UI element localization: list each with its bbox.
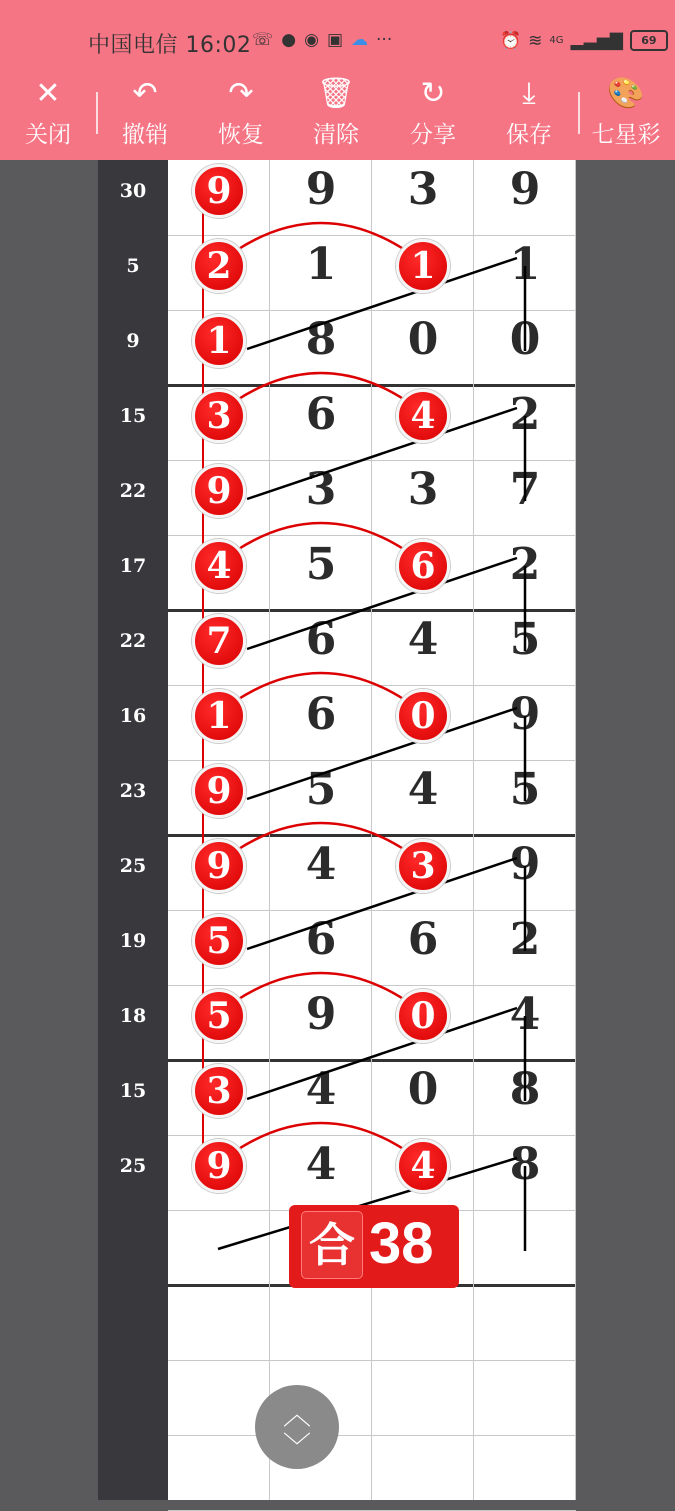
highlighted-digit[interactable]: 4 bbox=[396, 1139, 450, 1193]
period-label: 18 bbox=[119, 1005, 147, 1027]
sum-label: 合 bbox=[301, 1211, 363, 1279]
digit-cell[interactable]: 2 bbox=[509, 914, 541, 965]
highlighted-digit[interactable]: 9 bbox=[192, 1139, 246, 1193]
digit-cell[interactable]: 8 bbox=[509, 1064, 541, 1115]
highlighted-digit[interactable]: 1 bbox=[396, 239, 450, 293]
highlighted-digit[interactable]: 0 bbox=[396, 989, 450, 1043]
notification-icons bbox=[252, 30, 392, 50]
digit-cell[interactable]: 2 bbox=[509, 539, 541, 590]
period-label: 25 bbox=[119, 855, 147, 877]
digit-cell[interactable]: 5 bbox=[509, 764, 541, 815]
status-bar bbox=[0, 0, 675, 70]
black-diagonal bbox=[247, 408, 517, 499]
battery-icon: 69 bbox=[630, 30, 668, 51]
highlighted-digit[interactable]: 9 bbox=[192, 764, 246, 818]
toolbar bbox=[0, 70, 675, 160]
clear-label: 清除 bbox=[313, 122, 359, 148]
highlighted-digit[interactable]: 1 bbox=[192, 689, 246, 743]
close-button[interactable] bbox=[8, 70, 88, 160]
close-label: 关闭 bbox=[25, 122, 71, 148]
lottery-type-button[interactable] bbox=[586, 70, 666, 160]
digit-cell[interactable]: 1 bbox=[305, 239, 337, 290]
period-label: 16 bbox=[119, 705, 147, 727]
digit-cell[interactable]: 6 bbox=[305, 614, 337, 665]
red-arc bbox=[237, 673, 405, 700]
wechat-icon: ◉ bbox=[304, 30, 319, 50]
digit-cell[interactable]: 4 bbox=[509, 989, 541, 1040]
scroll-toggle-button[interactable] bbox=[255, 1385, 339, 1469]
black-diagonal bbox=[247, 708, 517, 799]
digit-cell[interactable]: 9 bbox=[509, 839, 541, 890]
undo-icon: ↶ bbox=[132, 76, 158, 111]
share-icon: ↻ bbox=[420, 76, 446, 111]
digit-cell[interactable]: 9 bbox=[509, 164, 541, 215]
lottery-type-label: 七星彩 bbox=[591, 122, 661, 148]
trash-icon: 🗑 bbox=[316, 76, 356, 111]
digit-cell[interactable]: 8 bbox=[305, 314, 337, 365]
period-column bbox=[98, 160, 168, 1500]
highlighted-digit[interactable]: 6 bbox=[396, 539, 450, 593]
black-diagonal bbox=[247, 258, 517, 349]
digit-cell[interactable]: 4 bbox=[305, 1064, 337, 1115]
digit-cell[interactable]: 6 bbox=[305, 389, 337, 440]
sum-badge bbox=[289, 1205, 459, 1288]
highlighted-digit[interactable]: 9 bbox=[192, 164, 246, 218]
period-label: 15 bbox=[119, 405, 147, 427]
digit-cell[interactable]: 1 bbox=[509, 239, 541, 290]
palette-icon: 🎨 bbox=[607, 76, 645, 111]
highlighted-digit[interactable]: 7 bbox=[192, 614, 246, 668]
red-arc bbox=[237, 973, 405, 1000]
more-icon: ··· bbox=[376, 30, 393, 50]
digit-cell[interactable]: 4 bbox=[305, 1139, 337, 1190]
undo-button[interactable] bbox=[105, 70, 185, 160]
digit-cell[interactable]: 2 bbox=[509, 389, 541, 440]
period-label: 25 bbox=[119, 1155, 147, 1177]
alarm-icon: ⏰ bbox=[500, 30, 522, 51]
clear-button[interactable] bbox=[296, 70, 376, 160]
share-label: 分享 bbox=[410, 122, 456, 148]
digit-cell[interactable]: 9 bbox=[305, 164, 337, 215]
period-label: 15 bbox=[119, 1080, 147, 1102]
system-icons bbox=[500, 30, 668, 51]
digit-cell[interactable]: 0 bbox=[407, 1064, 439, 1115]
close-icon: ✕ bbox=[35, 76, 61, 111]
digit-cell[interactable]: 5 bbox=[305, 764, 337, 815]
black-diagonal bbox=[247, 1008, 517, 1099]
period-label: 22 bbox=[119, 480, 147, 502]
black-diagonal bbox=[247, 558, 517, 649]
chat-bubble-icon: ● bbox=[281, 30, 297, 50]
save-label: 保存 bbox=[506, 122, 552, 148]
digit-cell[interactable]: 4 bbox=[407, 614, 439, 665]
highlighted-digit[interactable]: 3 bbox=[192, 1064, 246, 1118]
digit-cell[interactable]: 6 bbox=[305, 914, 337, 965]
highlighted-digit[interactable]: 0 bbox=[396, 689, 450, 743]
redo-icon: ↷ bbox=[228, 76, 254, 111]
highlighted-digit[interactable]: 4 bbox=[192, 539, 246, 593]
network-label: 4G bbox=[549, 35, 564, 46]
red-arc bbox=[237, 1123, 405, 1150]
carrier-time: 中国电信 16:02 bbox=[88, 33, 252, 58]
sum-value: 38 bbox=[369, 1211, 434, 1276]
download-icon: ⤓ bbox=[522, 76, 536, 111]
highlighted-digit[interactable]: 3 bbox=[396, 839, 450, 893]
period-label: 22 bbox=[119, 630, 147, 652]
toolbar-divider bbox=[96, 92, 98, 134]
period-label: 30 bbox=[119, 180, 147, 202]
redo-button[interactable] bbox=[201, 70, 281, 160]
red-arc bbox=[237, 823, 405, 850]
missed-call-icon: ☏ bbox=[252, 30, 274, 50]
digit-cell[interactable]: 7 bbox=[509, 464, 541, 515]
chevron-down-icon: ﹀ bbox=[282, 1430, 311, 1463]
digit-cell[interactable]: 3 bbox=[407, 464, 439, 515]
highlighted-digit[interactable]: 3 bbox=[192, 389, 246, 443]
highlighted-digit[interactable]: 9 bbox=[192, 839, 246, 893]
period-label: 19 bbox=[119, 930, 147, 952]
period-label: 23 bbox=[119, 780, 147, 802]
highlighted-digit[interactable]: 2 bbox=[192, 239, 246, 293]
red-arc bbox=[237, 523, 405, 550]
digit-cell[interactable]: 4 bbox=[305, 839, 337, 890]
digit-cell[interactable]: 0 bbox=[407, 314, 439, 365]
highlighted-digit[interactable]: 9 bbox=[192, 464, 246, 518]
save-button[interactable] bbox=[489, 70, 569, 160]
undo-label: 撤销 bbox=[122, 122, 168, 148]
digit-cell[interactable]: 3 bbox=[407, 164, 439, 215]
digit-cell[interactable]: 3 bbox=[305, 464, 337, 515]
chevron-up-icon: ︿ bbox=[282, 1398, 311, 1431]
red-arc bbox=[237, 373, 405, 400]
digit-cell[interactable]: 5 bbox=[509, 614, 541, 665]
highlighted-digit[interactable]: 5 bbox=[192, 914, 246, 968]
app-icon: ▣ bbox=[326, 30, 344, 50]
digit-cell[interactable]: 9 bbox=[305, 989, 337, 1040]
digit-cell[interactable]: 8 bbox=[509, 1139, 541, 1190]
cloud-icon: ☁ bbox=[351, 30, 369, 50]
redo-label: 恢复 bbox=[218, 122, 264, 148]
digit-cell[interactable]: 6 bbox=[407, 914, 439, 965]
digit-cell[interactable]: 0 bbox=[509, 314, 541, 365]
wifi-icon: ≋ bbox=[528, 30, 543, 51]
red-arc bbox=[237, 223, 405, 250]
digit-cell[interactable]: 9 bbox=[509, 689, 541, 740]
period-label: 17 bbox=[119, 555, 147, 577]
period-label: 5 bbox=[126, 255, 140, 277]
toolbar-divider bbox=[578, 92, 580, 134]
highlighted-digit[interactable]: 4 bbox=[396, 389, 450, 443]
signal-icon: ▂▃▅▇ bbox=[570, 30, 623, 51]
digit-cell[interactable]: 6 bbox=[305, 689, 337, 740]
digit-cell[interactable]: 4 bbox=[407, 764, 439, 815]
black-diagonal bbox=[247, 858, 517, 949]
period-label: 9 bbox=[126, 330, 140, 352]
highlighted-digit[interactable]: 5 bbox=[192, 989, 246, 1043]
highlighted-digit[interactable]: 1 bbox=[192, 314, 246, 368]
digit-cell[interactable]: 5 bbox=[305, 539, 337, 590]
share-button[interactable] bbox=[393, 70, 473, 160]
